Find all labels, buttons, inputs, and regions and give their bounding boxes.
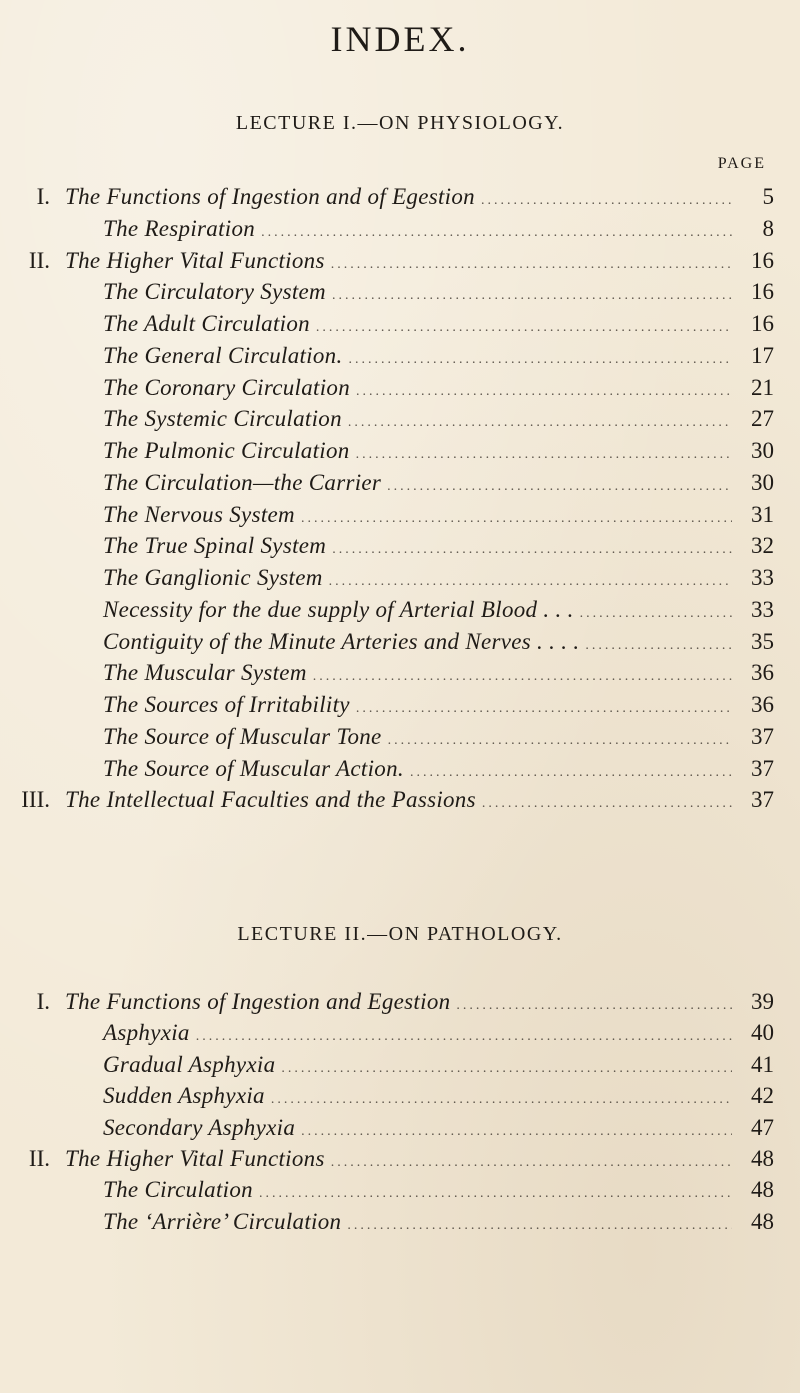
entry-line <box>103 721 774 757</box>
entry-title: The Functions of Ingestion and Egestion <box>65 989 451 1014</box>
entry-title: Asphyxia <box>103 1020 190 1046</box>
entry-line <box>103 562 774 598</box>
entry-title: Sudden Asphyxia <box>103 1083 265 1109</box>
entry-page-number: 37 <box>751 755 774 781</box>
entry-page-number: 41 <box>751 1051 774 1077</box>
entry-page-number: 27 <box>751 406 774 432</box>
index-entry <box>0 1049 800 1081</box>
index-entry <box>0 213 800 245</box>
entry-line <box>103 467 774 503</box>
dot-leader <box>347 1210 732 1242</box>
entry-title: Secondary Asphyxia <box>103 1114 296 1140</box>
entry-title: The Source of Muscular Tone <box>103 723 382 749</box>
dot-leader <box>482 788 732 820</box>
entry-page-number: 39 <box>751 989 774 1014</box>
index-entry <box>0 530 800 562</box>
entry-page-number: 17 <box>751 342 774 368</box>
page-column-label: PAGE <box>717 155 766 172</box>
index-entry <box>0 499 800 531</box>
index-entry <box>0 308 800 340</box>
index-entry <box>0 657 800 689</box>
index-entry <box>0 372 800 404</box>
entry-line <box>65 784 774 820</box>
entry-line <box>103 530 774 566</box>
entry-line <box>103 435 774 471</box>
entry-title: The Systemic Circulation <box>103 406 342 432</box>
index-entry <box>0 1143 800 1175</box>
entry-page-number: 37 <box>751 723 774 749</box>
entry-title: The Nervous System <box>103 501 295 527</box>
index-entry <box>0 1080 800 1112</box>
entry-number: I. <box>36 989 50 1014</box>
entry-page-number: 48 <box>751 1177 774 1203</box>
index-entry <box>0 1017 800 1049</box>
index-entry <box>0 1112 800 1144</box>
entry-page-number: 36 <box>751 660 774 686</box>
entry-number: II. <box>28 1146 50 1171</box>
entry-line <box>103 657 774 693</box>
index-entry <box>0 340 800 372</box>
entry-line <box>103 499 774 535</box>
entry-page-number: 30 <box>751 438 774 463</box>
entry-title: The Higher Vital Functions <box>65 247 325 273</box>
entry-page-number: 21 <box>751 374 774 400</box>
entry-page-number: 33 <box>751 565 774 590</box>
entry-page-number: 36 <box>751 692 774 717</box>
entry-page-number: 35 <box>751 628 774 654</box>
index-entry <box>0 435 800 467</box>
entry-page-number: 37 <box>751 787 774 813</box>
entry-page-number: 47 <box>751 1114 774 1140</box>
entry-number: I. <box>36 184 50 209</box>
entry-title: The Functions of Ingestion and of Egestion <box>65 184 475 209</box>
entry-title: The Coronary Circulation <box>103 374 351 400</box>
entry-title: The Adult Circulation <box>103 311 310 336</box>
entry-number: III. <box>21 787 50 813</box>
entry-title: Contiguity of the Minute Arteries and Nerves . . . . <box>103 628 580 654</box>
index-entry <box>0 753 800 785</box>
entry-title: The True Spinal System <box>103 533 327 559</box>
entry-line <box>103 626 774 662</box>
entry-line <box>65 181 774 217</box>
entry-title: The Muscular System <box>103 660 307 686</box>
index-entry <box>0 689 800 721</box>
index-entry <box>0 1174 800 1206</box>
entry-title: The Respiration <box>103 215 256 241</box>
entry-title: The Circulation <box>103 1177 253 1203</box>
entry-page-number: 16 <box>751 311 774 336</box>
entry-page-number: 30 <box>751 469 774 495</box>
entry-line <box>103 1206 774 1242</box>
entry-page-number: 48 <box>751 1208 774 1234</box>
index-entry <box>0 245 800 277</box>
entry-page-number: 16 <box>751 247 774 273</box>
entry-line <box>103 308 774 344</box>
index-entry <box>0 467 800 499</box>
entry-line <box>103 372 774 408</box>
index-entry <box>0 986 800 1018</box>
entry-line <box>65 245 774 281</box>
entry-title: Necessity for the due supply of Arterial Blood . . . <box>103 596 574 622</box>
entry-page-number: 31 <box>751 501 774 527</box>
entry-page-number: 5 <box>762 184 774 209</box>
index-entry <box>0 626 800 658</box>
entry-title: Gradual Asphyxia <box>103 1051 276 1077</box>
entry-page-number: 32 <box>751 533 774 559</box>
index-entry <box>0 562 800 594</box>
lecture-1-heading: LECTURE I.—ON PHYSIOLOGY. <box>235 112 565 134</box>
entry-title: The Circulation—the Carrier <box>103 469 382 495</box>
entry-page-number: 16 <box>751 279 774 305</box>
entry-line <box>103 594 774 630</box>
index-entry <box>0 721 800 753</box>
page-title: INDEX. <box>330 19 470 59</box>
entry-title: The ‘Arrière’ Circulation <box>103 1208 342 1234</box>
index-entry <box>0 181 800 213</box>
index-entry <box>0 403 800 435</box>
index-entry <box>0 594 800 626</box>
entry-page-number: 48 <box>751 1146 774 1171</box>
lecture-2-heading: LECTURE II.—ON PATHOLOGY. <box>237 923 563 945</box>
entry-title: The Higher Vital Functions <box>65 1146 325 1171</box>
entry-title: The Sources of Irritability <box>103 692 350 717</box>
entry-line <box>103 689 774 725</box>
entry-line <box>103 340 774 376</box>
entry-page-number: 8 <box>762 215 774 241</box>
entry-line <box>103 403 774 439</box>
entry-line <box>103 753 774 789</box>
index-entry <box>0 276 800 308</box>
entry-title: The Pulmonic Circulation <box>103 438 350 463</box>
entry-title: The General Circulation. <box>103 342 343 368</box>
entry-title: The Source of Muscular Action. <box>103 755 404 781</box>
entry-line <box>103 276 774 312</box>
entry-title: The Intellectual Faculties and the Passions <box>65 787 476 813</box>
entry-title: The Ganglionic System <box>103 565 323 590</box>
entry-page-number: 33 <box>751 596 774 622</box>
entry-page-number: 40 <box>751 1020 774 1046</box>
entry-title: The Circulatory System <box>103 279 326 305</box>
index-entry <box>0 784 800 816</box>
entry-page-number: 42 <box>751 1083 774 1109</box>
entry-number: II. <box>28 247 50 273</box>
index-entry <box>0 1206 800 1238</box>
entry-line <box>103 213 774 249</box>
